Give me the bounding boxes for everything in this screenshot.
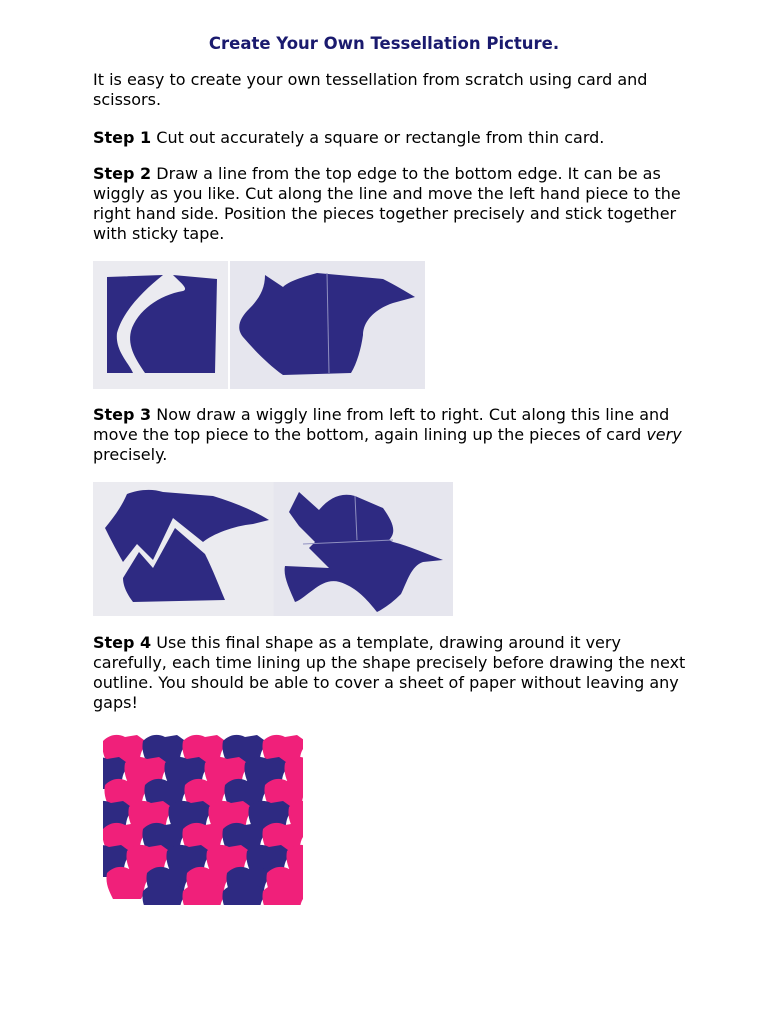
step-2-photo	[93, 261, 425, 389]
step-3-text-after: precisely.	[93, 445, 168, 464]
intro-paragraph: It is easy to create your own tessellation from scratch using card and scissors.	[93, 70, 648, 109]
step-3-text-before: Now draw a wiggly line from left to right. Cut along this line and move the top piece to the bottom, again lining up the pieces of card	[93, 405, 670, 444]
step-2-paragraph	[93, 164, 693, 244]
step-2-text: Draw a line from the top edge to the bottom edge. It can be as wiggly as you like. Cut along the line and move the left hand piece to the right hand side. Position the pieces together precisely and stick together with sticky tape.	[93, 164, 681, 243]
step-3-photo	[93, 482, 453, 616]
step-3-text-em: very	[646, 425, 682, 444]
step-1-paragraph	[93, 128, 693, 148]
tessellation-image	[103, 733, 303, 905]
page-title: Create Your Own Tessellation Picture.	[208, 34, 560, 53]
step-2-label: Step 2	[93, 164, 152, 183]
photo-divider	[228, 261, 230, 389]
step-3-paragraph	[93, 405, 693, 465]
step-4-paragraph	[93, 633, 693, 713]
step-3-label: Step 3	[93, 405, 152, 424]
step-1-label: Step 1	[93, 128, 152, 147]
step-4-text: Use this final shape as a template, drawing around it very carefully, each time lining up the shape precisely before drawing the next outline. You should be able to cover a sheet of paper without leaving any gaps!	[93, 633, 686, 712]
step-1-text: Cut out accurately a square or rectangle from thin card.	[156, 128, 605, 147]
step-4-label: Step 4	[93, 633, 152, 652]
